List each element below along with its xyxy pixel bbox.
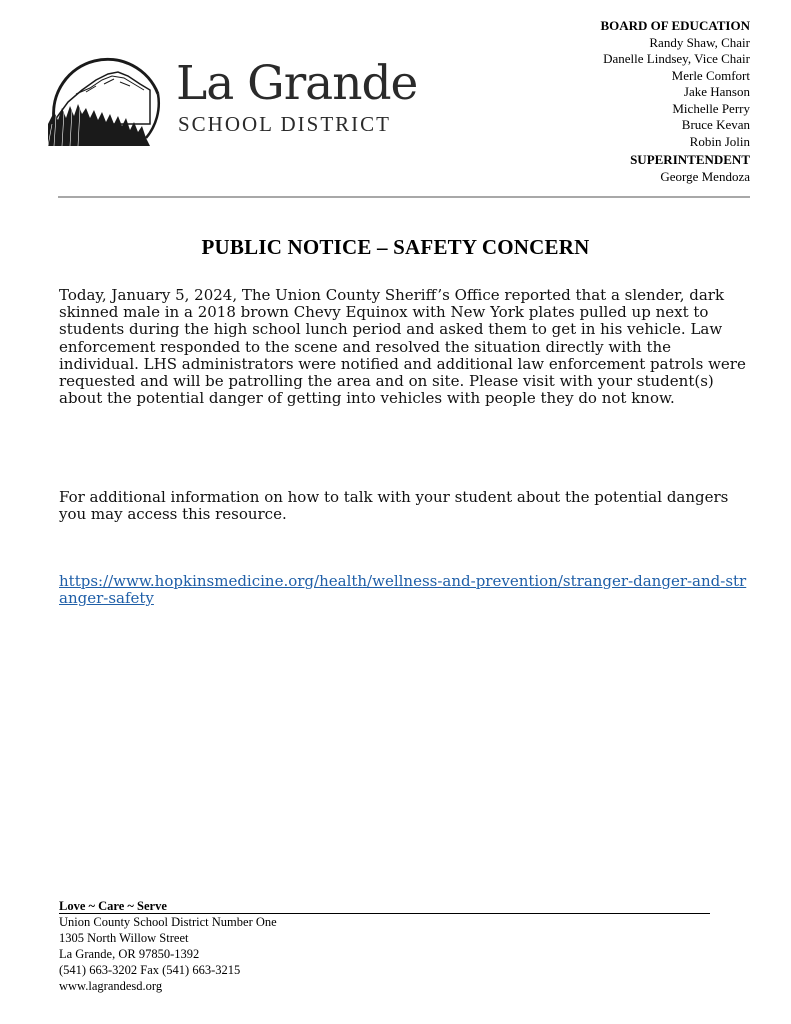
footer-line: (541) 663-3202 Fax (541) 663-3215 — [59, 963, 241, 977]
header-divider — [58, 196, 750, 198]
superintendent-heading: SUPERINTENDENT — [630, 152, 750, 167]
notice-title: PUBLIC NOTICE – SAFETY CONCERN — [201, 235, 590, 259]
footer-motto: Love ~ Care ~ Serve — [59, 899, 710, 914]
logo-subtitle: SCHOOL DISTRICT — [178, 112, 391, 136]
footer-website: www.lagrandesd.org — [59, 979, 163, 993]
footer-line: Union County School District Number One — [59, 915, 277, 929]
superintendent-name: George Mendoza — [660, 168, 750, 184]
board-member: Bruce Kevan — [681, 117, 750, 132]
board-member: Randy Shaw, Chair — [649, 34, 750, 50]
logo-name: La Grande — [176, 56, 418, 111]
district-logo — [46, 46, 418, 150]
board-member: Robin Jolin — [689, 133, 750, 149]
resource-link[interactable]: https://www.hopkinsmedicine.org/health/wellness-and-prevention/stranger-danger-and-stranger-safety — [59, 572, 747, 608]
footer-line: 1305 North Willow Street — [59, 931, 189, 945]
footer — [59, 899, 710, 994]
notice-paragraph-1: Today, January 5, 2024, The Union County Sheriff’s Office reported that a slender, dark skinned male in a 2018 brown Chevy Equinox with New York plates pulled up next to students during the high school lunch period and asked them to get in his vehicle. Law enforcement responded to the scene and resolved the situation directly with the individual. LHS administrators were notified and additional law enforcement patrols were requested and will be patrolling the area and on site. Please visit with your student(s) about the potential danger of getting into vehicles with people they do not know. — [59, 286, 746, 408]
mountain-emblem-icon — [46, 46, 166, 150]
board-member: Jake Hanson — [683, 84, 750, 99]
board-heading: BOARD OF EDUCATION — [600, 18, 750, 33]
board-member: Merle Comfort — [671, 67, 750, 83]
board-of-education — [600, 18, 750, 185]
board-member: Michelle Perry — [672, 100, 750, 116]
board-member: Danelle Lindsey, Vice Chair — [603, 51, 750, 66]
notice-paragraph-2: For additional information on how to talk with your student about the potential dangers you may access this resource. — [59, 488, 729, 524]
footer-line: La Grande, OR 97850-1392 — [59, 947, 200, 961]
